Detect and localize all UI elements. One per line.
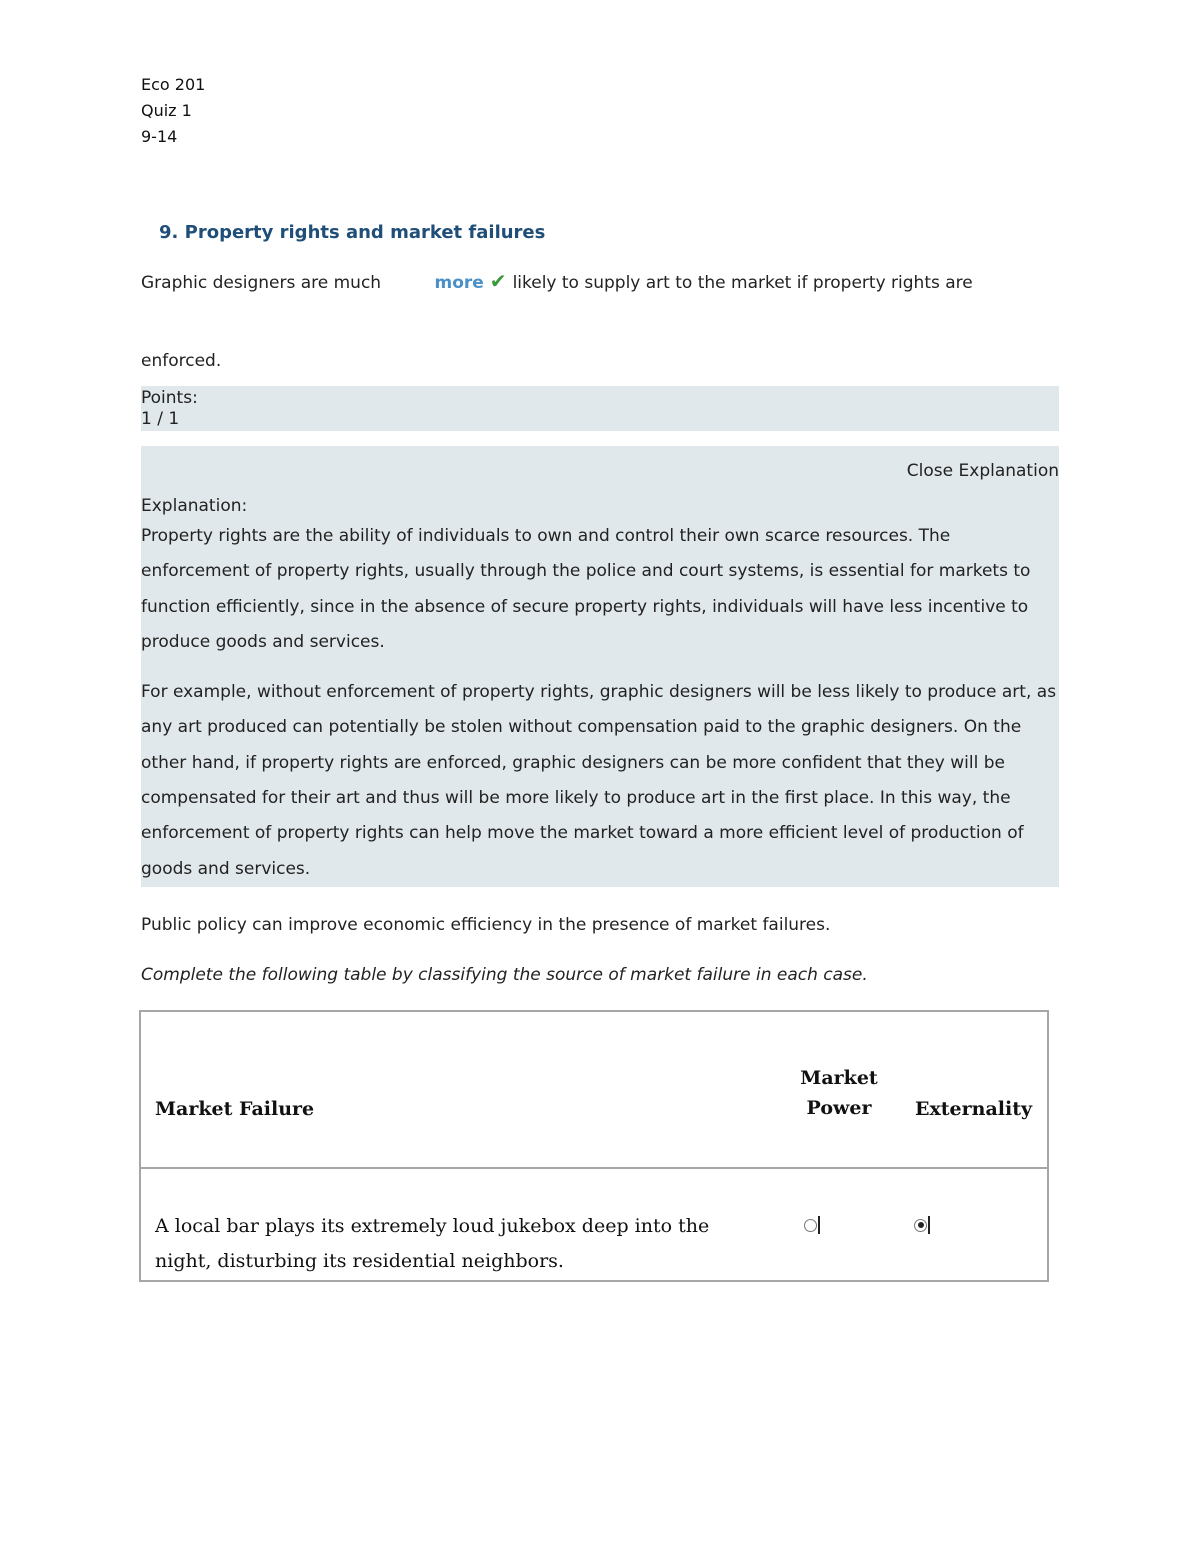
externality-cell xyxy=(900,1168,1048,1281)
row-description: A local bar plays its extremely loud jukebox deep into the night, disturbing its residential neighbors. xyxy=(155,1215,710,1272)
close-explanation-link[interactable]: Close Explanation xyxy=(906,461,1059,481)
market-failure-table xyxy=(139,1010,1049,1282)
course-name: Eco 201 xyxy=(141,75,206,94)
header-market-failure: Market Failure xyxy=(140,1011,778,1168)
quiz-page xyxy=(141,72,1059,988)
externality-radio[interactable] xyxy=(914,1219,927,1232)
checkmark-icon: ✔ xyxy=(489,269,507,293)
sentence-start: Graphic designers are much xyxy=(141,273,382,293)
question-range: 9-14 xyxy=(141,127,178,146)
radio-cursor-mark xyxy=(928,1216,930,1234)
table-row xyxy=(140,1168,1048,1281)
points-value: 1 / 1 xyxy=(141,409,180,429)
table-instruction: Complete the following table by classifying the source of market failure in each case. xyxy=(141,964,868,985)
points-label: Points: xyxy=(141,388,198,408)
sentence-mid: likely to supply art to the market if property rights are xyxy=(512,273,973,293)
quiz-name: Quiz 1 xyxy=(141,101,192,120)
market-power-radio[interactable] xyxy=(804,1219,817,1232)
points-box xyxy=(141,386,1059,431)
market-power-cell xyxy=(778,1168,900,1281)
explanation-paragraph-1: Property rights are the ability of individuals to own and control their own scarce resources. The enforcement of property rights, usually through the police and court systems, is essential for markets to function efficiently, since in the absence of secure property rights, individuals will have less incentive to produce goods and services. xyxy=(141,526,1031,652)
question-title: 9. Property rights and market failures xyxy=(159,222,546,243)
table-header-row xyxy=(140,1011,1048,1168)
answer-dropdown-value[interactable]: more xyxy=(434,273,484,293)
explanation-label: Explanation: xyxy=(141,496,248,516)
explanation-panel xyxy=(141,446,1059,887)
header-externality: Externality xyxy=(900,1011,1048,1168)
sentence-end: enforced. xyxy=(141,351,222,371)
question-sentence xyxy=(141,268,1059,296)
radio-cursor-mark xyxy=(818,1216,820,1234)
explanation-paragraph-2: For example, without enforcement of property rights, graphic designers will be less likely to produce art, as any art produced can potentially be stolen without compensation paid to the graphic designers. On the other hand, if property rights are enforced, graphic designers can be more confident that they will be compensated for their art and thus will be more likely to produce art in the first place. In this way, the enforcement of property rights can help move the market toward a more efficient level of production of goods and services. xyxy=(141,682,1057,879)
policy-text: Public policy can improve economic efficiency in the presence of market failures. xyxy=(141,914,831,935)
header-market-power: Market Power xyxy=(778,1011,900,1168)
